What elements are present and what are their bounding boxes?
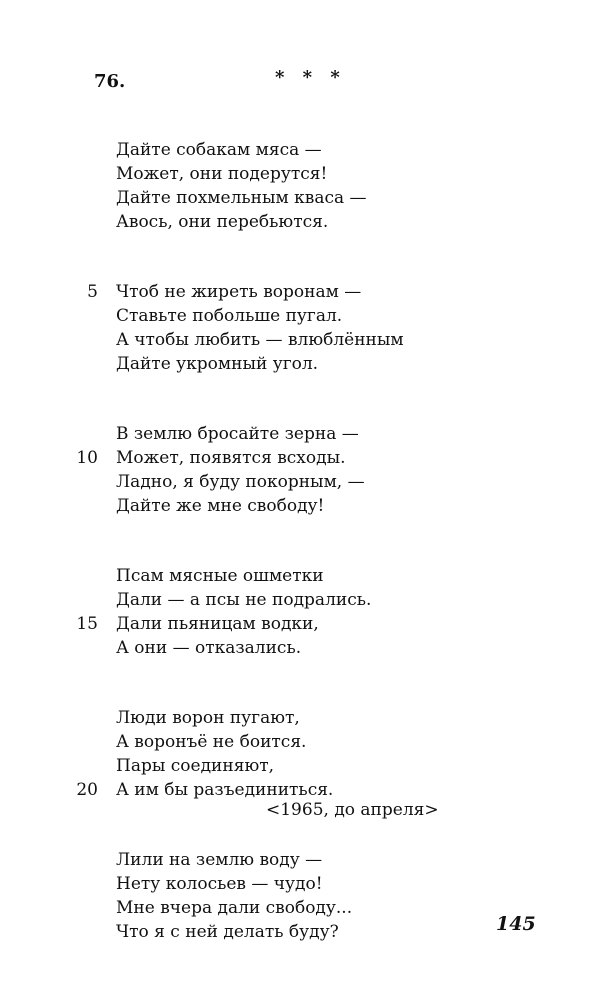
poem-line [116, 494, 404, 518]
poem-line [76, 612, 404, 636]
poem-line [116, 730, 404, 754]
line-text: Нету колосьев — чудо! [116, 874, 323, 894]
poem-line [116, 754, 404, 778]
line-text: А воронъё не боится. [116, 732, 307, 752]
poem-line [116, 422, 404, 446]
section-asterisks: * * * [275, 67, 346, 88]
line-text: Лили на землю воду — [116, 850, 323, 870]
line-text: Псам мясные ошметки [116, 566, 324, 586]
poem-line [116, 896, 404, 920]
poem-line [116, 304, 404, 328]
poem-line [116, 352, 404, 376]
poem-line [116, 186, 404, 210]
poem-line [116, 636, 404, 660]
poem-line [116, 706, 404, 730]
poem-line [116, 162, 404, 186]
line-text: В землю бросайте зерна — [116, 424, 359, 444]
line-text: Дали пьяницам водки, [116, 614, 319, 634]
poem-line [87, 280, 404, 304]
date-note: <1965, до апреля> [266, 800, 439, 820]
line-text: А им бы разъединиться. [116, 780, 334, 800]
poem-line [76, 446, 404, 470]
line-text: Ладно, я буду покорным, — [116, 472, 365, 492]
poem-body [76, 138, 404, 944]
line-text: Чтоб не жиреть воронам — [116, 282, 362, 302]
line-number: 5 [87, 282, 98, 302]
line-text: Дали — а псы не подрались. [116, 590, 372, 610]
stanza-4 [76, 564, 404, 660]
line-text: Ставьте побольше пугал. [116, 306, 343, 326]
poem-line [116, 872, 404, 896]
poem-line [116, 564, 404, 588]
poem-line [116, 848, 404, 872]
poem-line [116, 328, 404, 352]
poem-line [116, 138, 404, 162]
stanza-3 [76, 422, 404, 518]
line-text: Авось, они перебьются. [116, 212, 329, 232]
line-number: 15 [76, 614, 98, 634]
line-text: А чтобы любить — влюблённым [116, 330, 404, 350]
line-number: 10 [76, 448, 98, 468]
line-text: Пары соединяют, [116, 756, 275, 776]
line-text: Дайте собакам мяса — [116, 140, 322, 160]
line-text: Мне вчера дали свободу... [116, 898, 353, 918]
line-text: Что я с ней делать буду? [116, 922, 339, 942]
poem-number: 76. [94, 71, 126, 92]
line-number: 20 [76, 780, 98, 800]
stanza-5 [76, 706, 404, 802]
line-text: Может, они подерутся! [116, 164, 328, 184]
poem-line [116, 920, 404, 944]
stanza-1 [116, 138, 404, 234]
stanza-2 [87, 280, 404, 376]
poem-line [116, 470, 404, 494]
line-text: Дайте похмельным кваса — [116, 188, 367, 208]
line-text: Дайте укромный угол. [116, 354, 319, 374]
line-text: А они — отказались. [116, 638, 302, 658]
line-text: Дайте же мне свободу! [116, 496, 325, 516]
poem-line [116, 210, 404, 234]
line-text: Люди ворон пугают, [116, 708, 300, 728]
line-text: Может, появятся всходы. [116, 448, 346, 468]
stanza-6 [116, 848, 404, 944]
poem-line [116, 588, 404, 612]
page-number: 145 [496, 913, 536, 935]
